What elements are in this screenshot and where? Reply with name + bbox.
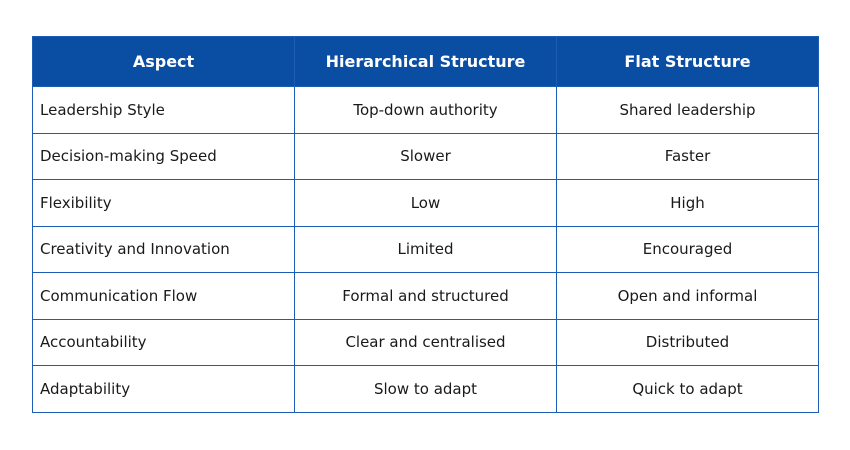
aspect-cell: Communication Flow bbox=[33, 273, 295, 320]
hierarchical-cell: Formal and structured bbox=[295, 273, 557, 320]
flat-cell: Distributed bbox=[557, 319, 819, 366]
comparison-table-container bbox=[32, 36, 818, 413]
header-hierarchical-structure: Hierarchical Structure bbox=[295, 37, 557, 87]
hierarchical-cell: Slower bbox=[295, 133, 557, 180]
aspect-cell: Creativity and Innovation bbox=[33, 226, 295, 273]
header-aspect: Aspect bbox=[33, 37, 295, 87]
table-body bbox=[33, 87, 819, 413]
table-row bbox=[33, 133, 819, 180]
flat-cell: Open and informal bbox=[557, 273, 819, 320]
flat-cell: Quick to adapt bbox=[557, 366, 819, 413]
table-row bbox=[33, 180, 819, 227]
hierarchical-cell: Top-down authority bbox=[295, 87, 557, 134]
table-row bbox=[33, 319, 819, 366]
table-row bbox=[33, 273, 819, 320]
header-row bbox=[33, 37, 819, 87]
aspect-cell: Leadership Style bbox=[33, 87, 295, 134]
aspect-cell: Accountability bbox=[33, 319, 295, 366]
aspect-cell: Decision-making Speed bbox=[33, 133, 295, 180]
hierarchical-cell: Limited bbox=[295, 226, 557, 273]
flat-cell: Faster bbox=[557, 133, 819, 180]
aspect-cell: Flexibility bbox=[33, 180, 295, 227]
header-flat-structure: Flat Structure bbox=[557, 37, 819, 87]
aspect-cell: Adaptability bbox=[33, 366, 295, 413]
table-row bbox=[33, 226, 819, 273]
flat-cell: Shared leadership bbox=[557, 87, 819, 134]
hierarchical-cell: Slow to adapt bbox=[295, 366, 557, 413]
table-row bbox=[33, 87, 819, 134]
flat-cell: Encouraged bbox=[557, 226, 819, 273]
table-row bbox=[33, 366, 819, 413]
hierarchical-cell: Clear and centralised bbox=[295, 319, 557, 366]
flat-cell: High bbox=[557, 180, 819, 227]
hierarchical-cell: Low bbox=[295, 180, 557, 227]
comparison-table bbox=[32, 36, 819, 413]
table-header bbox=[33, 37, 819, 87]
